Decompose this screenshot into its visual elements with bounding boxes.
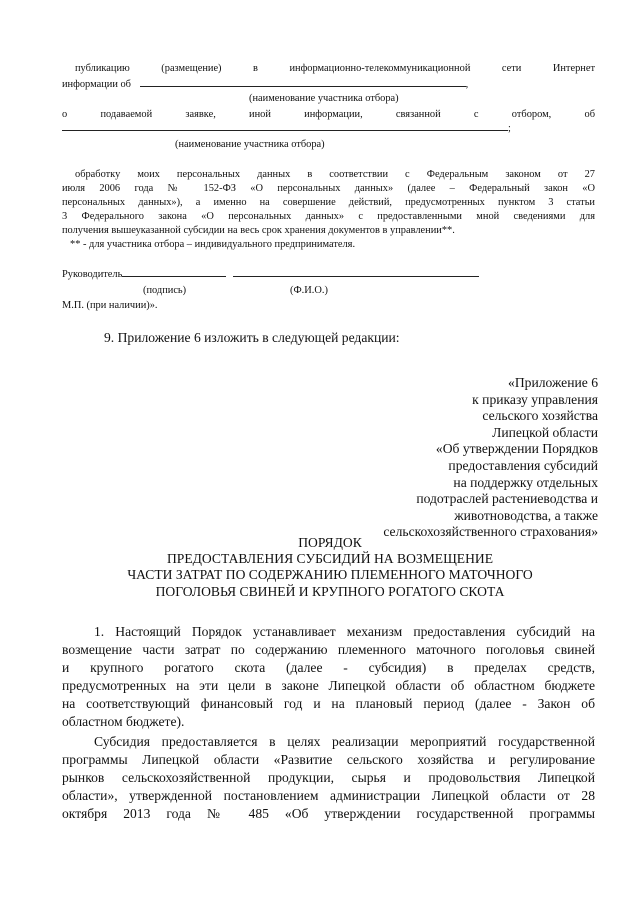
processing-line-3: персональных данных»), а именно на совершение действий, предусмотренных пунктом 3 статьи (62, 197, 595, 208)
item-9-heading: 9. Приложение 6 изложить в следующей редакции: (104, 330, 400, 345)
consent-line-2-tail: , (465, 79, 469, 90)
order-title-line: ПОГОЛОВЬЯ СВИНЕЙ И КРУПНОГО РОГАТОГО СКОТА (155, 583, 505, 599)
appendix-line: животноводства, а также (454, 507, 598, 523)
processing-line-5: получения вышеуказанной субсидии на весь срок хранения документов в управлении**. (62, 225, 455, 236)
appendix-line: Липецкой области (492, 424, 598, 440)
paragraph-2-line: Субсидия предоставляется в целях реализации мероприятий государственной (94, 734, 595, 749)
processing-line-1: обработку моих персональных данных в соответствии с Федеральным законом от 27 (75, 169, 595, 180)
head-label: Руководитель (62, 269, 123, 280)
order-title-line: ПРЕДОСТАВЛЕНИЯ СУБСИДИЙ НА ВОЗМЕЩЕНИЕ (166, 551, 494, 567)
appendix-line: «Приложение 6 (508, 375, 598, 390)
caption-participant-2: (наименование участника отбора) (175, 139, 325, 150)
consent-line-2 (62, 76, 468, 91)
paragraph-1-line: и крупного рогатого скота (далее - субсидия) в пределах средств, (62, 660, 595, 675)
appendix-line: на поддержку отдельных (453, 474, 598, 490)
fullname-blank (233, 266, 479, 277)
appendix-line: предоставления субсидий (448, 457, 598, 473)
paragraph-2-line: октября 2013 года № 485 «Об утверждении государственной программы (62, 806, 595, 821)
paragraph-2-line: области», утвержденной постановлением администрации Липецкой области от 28 (62, 788, 595, 803)
name-blank-2 (62, 120, 508, 131)
consent-line-4 (62, 120, 511, 135)
paragraph-2-line: программы Липецкой области «Развитие сельского хозяйства и регулирование (62, 752, 595, 767)
signature-line (62, 266, 479, 281)
paragraph-1-line: на соответствующий финансовый год и на плановый период (далее - Закон об (62, 696, 595, 711)
signature-blank (122, 266, 226, 277)
name-blank-1 (140, 76, 466, 87)
paragraph-1-line: возмещение части затрат по содержанию племенного маточного поголовья свиней (62, 642, 595, 657)
order-title-line: ПОРЯДОК (298, 535, 362, 550)
consent-line-1: публикацию (размещение) в информационно-телекоммуникационной сети Интернет (75, 63, 595, 74)
consent-line-3: о подаваемой заявке, иной информации, связанной с отбором, об (62, 109, 595, 120)
fullname-caption: (Ф.И.О.) (290, 285, 328, 296)
paragraph-1-line: предусмотренных на эти цели в законе Липецкой области об областном бюджете (62, 678, 595, 693)
paragraph-2-line: рынков сельскохозяйственной продукции, сырья и продовольствия Липецкой (62, 770, 595, 785)
caption-participant-1: (наименование участника отбора) (249, 93, 399, 104)
appendix-line: «Об утверждении Порядков (435, 441, 598, 457)
consent-line-2-lead: информации об (62, 79, 131, 90)
appendix-header (383, 375, 598, 541)
processing-line-2: июля 2006 года № 152-ФЗ «О персональных данных» (далее – Федеральный закон «О (62, 183, 595, 194)
order-title (60, 535, 600, 600)
footnote: ** - для участника отбора – индивидуального предпринимателя. (70, 239, 356, 250)
consent-line-4-tail: ; (508, 123, 511, 134)
order-title-line: ЧАСТИ ЗАТРАТ ПО СОДЕРЖАНИЮ ПЛЕМЕННОГО МАТОЧНОГО (127, 567, 533, 583)
appendix-line: сельскохозяйственного страхования» (383, 524, 598, 540)
paragraph-1-line: 1. Настоящий Порядок устанавливает механизм предоставления субсидий на (94, 624, 595, 639)
processing-line-4: 3 Федерального закона «О персональных данных» с предоставленными мной сведениями для (62, 211, 595, 222)
signature-caption: (подпись) (143, 285, 187, 296)
appendix-line: сельского хозяйства (482, 408, 598, 424)
seal-note: М.П. (при наличии)». (62, 300, 158, 311)
appendix-line: к приказу управления (472, 391, 598, 407)
appendix-line: подотраслей растениеводства и (416, 491, 598, 507)
paragraph-1-line: областном бюджете). (62, 714, 185, 729)
